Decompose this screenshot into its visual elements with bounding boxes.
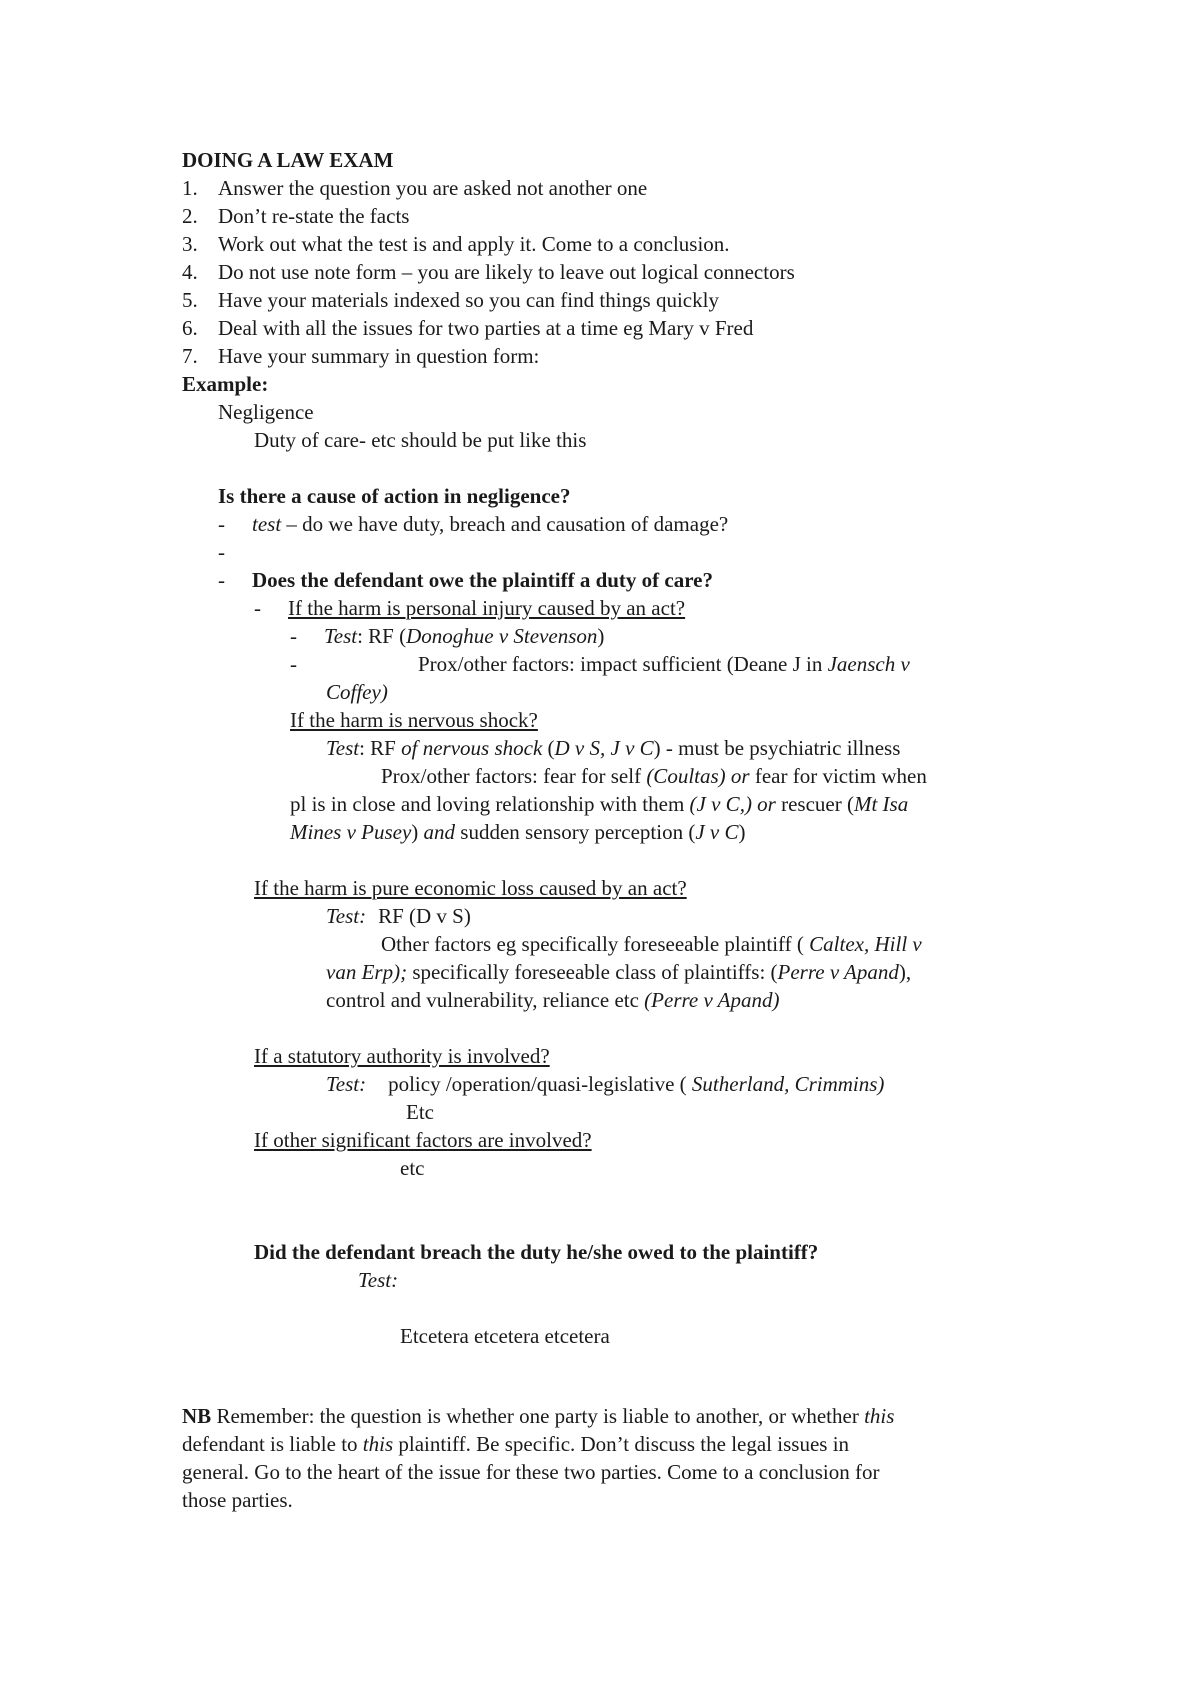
statutory-test xyxy=(326,1070,884,1098)
list-item xyxy=(182,286,719,314)
empty-dash-line xyxy=(218,538,252,566)
personal-injury-prox xyxy=(290,650,910,678)
case-name: Caltex, Hill v xyxy=(809,932,922,956)
economic-loss-heading: If the harm is pure economic loss caused by an act? xyxy=(254,876,687,900)
list-text: Work out what the test is and apply it. Come to a conclusion. xyxy=(218,232,730,256)
dash: - xyxy=(254,596,261,620)
test-text: policy /operation/quasi-legislative ( xyxy=(388,1072,692,1096)
nervous-shock-line3 xyxy=(290,818,745,846)
list-text: Have your materials indexed so you can find things quickly xyxy=(218,288,719,312)
personal-injury-test xyxy=(290,622,604,650)
prox-text: and xyxy=(423,820,456,844)
duty-question-line xyxy=(218,566,713,594)
test-text: ) xyxy=(597,624,605,648)
list-item xyxy=(182,202,409,230)
economic-loss-line3 xyxy=(326,986,779,1014)
case-name: Sutherland, Crimmins) xyxy=(691,1072,885,1096)
list-text: Don’t re-state the facts xyxy=(218,204,410,228)
list-number: 2. xyxy=(182,204,198,228)
dash: - xyxy=(290,652,297,676)
list-text: Deal with all the issues for two parties at a time eg Mary v Fred xyxy=(218,316,754,340)
example-label: Example: xyxy=(182,372,269,396)
list-text: Answer the question you are asked not another one xyxy=(218,176,648,200)
personal-injury-line xyxy=(254,594,685,622)
list-item xyxy=(182,174,647,202)
personal-injury-heading: If the harm is personal injury caused by an act? xyxy=(288,596,686,620)
case-name: Donoghue v Stevenson xyxy=(406,624,598,648)
test-label: Test xyxy=(326,736,360,760)
nervous-shock-test xyxy=(326,734,900,762)
list-number: 3. xyxy=(182,232,198,256)
example-duty-line: Duty of care- etc should be put like this xyxy=(254,428,587,452)
other-factors-text: If other significant factors are involved? xyxy=(254,1128,592,1152)
test-label: Test xyxy=(324,624,358,648)
economic-loss-test xyxy=(326,902,471,930)
nervous-shock-line2 xyxy=(290,790,908,818)
etcetera-line: Etcetera etcetera etcetera xyxy=(400,1324,610,1348)
nb-line-4: those parties. xyxy=(182,1488,293,1512)
test-text: – do we have duty, breach and causation of damage? xyxy=(281,512,729,536)
test-label: Test: xyxy=(326,1072,367,1096)
dash: - xyxy=(290,624,297,648)
case-name: Perre v Apand xyxy=(777,960,899,984)
breach-question: Did the defendant breach the duty he/she owed to the plaintiff? xyxy=(254,1240,819,1264)
test-text: RF (D v S) xyxy=(378,904,471,928)
list-number: 7. xyxy=(182,344,198,368)
economic-loss-line2 xyxy=(326,958,911,986)
list-text: Have your summary in question form: xyxy=(218,344,540,368)
prox-text: pl is in close and loving relationship with them xyxy=(290,792,690,816)
list-item xyxy=(182,314,753,342)
nb-text: Remember: the question is whether one party is liable to another, or whether xyxy=(211,1404,865,1428)
list-text: Do not use note form – you are likely to leave out logical connectors xyxy=(218,260,795,284)
list-item xyxy=(182,258,795,286)
nb-label: NB xyxy=(182,1404,212,1428)
list-number: 6. xyxy=(182,316,198,340)
prox-text: ) xyxy=(738,820,746,844)
test-line xyxy=(218,510,728,538)
test-text: : RF ( xyxy=(357,624,407,648)
case-name: J v C xyxy=(695,820,739,844)
other-text: specifically foreseeable class of plaintiffs: ( xyxy=(407,960,778,984)
statutory-etc: Etc xyxy=(406,1100,434,1124)
prox-text: fear for victim when xyxy=(749,764,927,788)
nb-line-3: general. Go to the heart of the issue for these two parties. Come to a conclusion for xyxy=(182,1460,880,1484)
prox-text: ) xyxy=(411,820,424,844)
nb-line-1 xyxy=(182,1402,894,1430)
test-label: Test: xyxy=(326,904,367,928)
dash: - xyxy=(218,540,225,564)
example-topic: Negligence xyxy=(218,400,314,424)
case-name: (Coultas) or xyxy=(646,764,750,788)
other-text: control and vulnerability, reliance etc xyxy=(326,988,645,1012)
other-text: ), xyxy=(898,960,912,984)
nervous-shock-heading: If the harm is nervous shock? xyxy=(290,708,538,732)
question-heading: Is there a cause of action in negligence? xyxy=(218,484,571,508)
case-name: Jaensch v xyxy=(827,652,910,676)
case-name: (J v C,) or xyxy=(689,792,776,816)
nb-line-2 xyxy=(182,1430,849,1458)
other-text: Other factors eg specifically foreseeable plaintiff ( xyxy=(381,932,810,956)
case-name: Mt Isa xyxy=(853,792,909,816)
test-text: of nervous shock xyxy=(401,736,543,760)
other-factors-etc: etc xyxy=(400,1156,425,1180)
case-name: Coffey) xyxy=(326,680,388,704)
dash: - xyxy=(218,512,225,536)
case-name: (Perre v Apand) xyxy=(644,988,780,1012)
nb-text: plaintiff. Be specific. Don’t discuss the legal issues in xyxy=(393,1432,850,1456)
prox-text: sudden sensory perception ( xyxy=(455,820,696,844)
statutory-heading: If a statutory authority is involved? xyxy=(254,1044,550,1068)
prox-text: Prox/other factors: impact sufficient (Deane J in xyxy=(418,652,828,676)
other-factors-heading xyxy=(254,1126,616,1154)
prox-text: rescuer ( xyxy=(775,792,854,816)
breach-test-label: Test: xyxy=(358,1268,399,1292)
case-name: Mines v Pusey xyxy=(290,820,412,844)
page-title: DOING A LAW EXAM xyxy=(182,148,394,172)
duty-question: Does the defendant owe the plaintiff a duty of care? xyxy=(252,568,713,592)
list-number: 5. xyxy=(182,288,198,312)
test-word: test xyxy=(252,512,282,536)
test-text: : RF xyxy=(359,736,402,760)
list-number: 4. xyxy=(182,260,198,284)
case-name: D v S, J v C xyxy=(554,736,654,760)
nb-text: defendant is liable to xyxy=(182,1432,363,1456)
economic-loss-other xyxy=(381,930,922,958)
nb-emphasis: this xyxy=(362,1432,394,1456)
test-text: - must be psychiatric illness xyxy=(660,736,901,760)
list-item xyxy=(182,230,730,258)
list-item xyxy=(182,342,539,370)
case-name: van Erp); xyxy=(326,960,408,984)
prox-text: Prox/other factors: fear for self xyxy=(381,764,647,788)
dash: - xyxy=(218,568,225,592)
test-text: ) xyxy=(653,736,661,760)
nb-emphasis: this xyxy=(864,1404,895,1428)
list-number: 1. xyxy=(182,176,198,200)
test-text: ( xyxy=(542,736,555,760)
nervous-shock-prox xyxy=(381,762,927,790)
